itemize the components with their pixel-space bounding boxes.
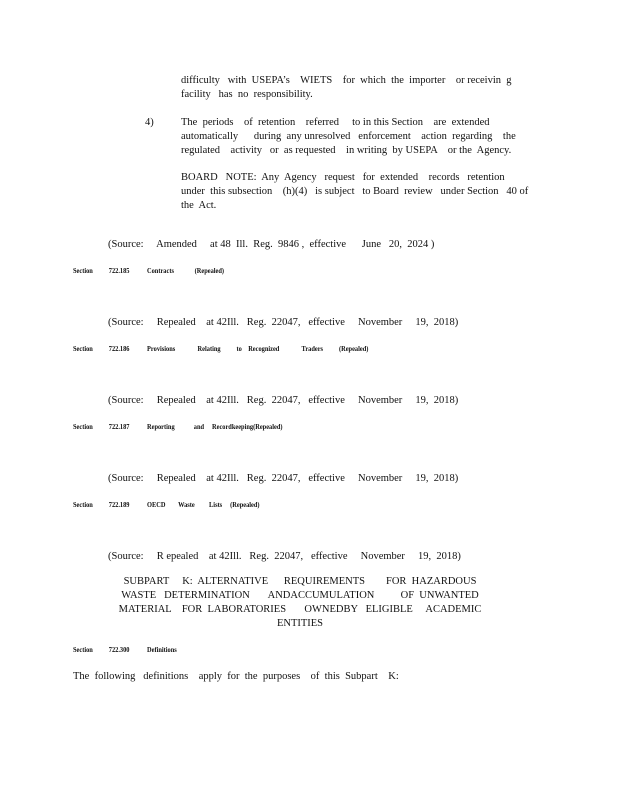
source-note: (Source: Amended at 48 Ill. Reg. 9846 , effective June 20, 2024 ) [108, 239, 435, 250]
text-line: The following definitions apply for the purposes of this Subpart K: [73, 671, 399, 682]
continuation-paragraph [181, 74, 512, 102]
item-4-number: 4) [145, 117, 154, 128]
text-line: automatically during any unresolved enforcement action regarding the [181, 131, 516, 142]
section-heading: Section 722.185 Contracts (Repealed) [73, 266, 225, 275]
item-4-paragraph [181, 116, 516, 158]
source-note: (Source: Repealed at 42Ill. Reg. 22047, effective November 19, 2018) [108, 395, 459, 406]
text-line: regulated activity or as requested in writing by USEPA or the Agency. [181, 145, 512, 156]
source-note: (Source: Repealed at 42Ill. Reg. 22047, effective November 19, 2018) [108, 317, 459, 328]
subpart-line: SUBPART K: ALTERNATIVE REQUIREMENTS FOR HAZARDOUS [123, 576, 477, 587]
section-heading: Section 722.300 Definitions [73, 645, 177, 654]
text-line: facility has no responsibility. [181, 89, 313, 100]
source-note: (Source: Repealed at 42Ill. Reg. 22047, effective November 19, 2018) [108, 473, 459, 484]
text-line: difficulty with USEPA’s WIETS for which the importer or receivin g [181, 75, 512, 86]
item-number [145, 116, 154, 130]
source-note: (Source: R epealed at 42Ill. Reg. 22047, effective November 19, 2018) [108, 551, 461, 562]
subpart-line: MATERIAL FOR LABORATORIES OWNEDBY ELIGIBLE ACADEMIC [118, 604, 482, 615]
text-line: The periods of retention referred to in this Section are extended [181, 117, 490, 128]
definitions-intro [73, 670, 399, 684]
text-line: under this subsection (h)(4) is subject to Board review under Section 40 of [181, 186, 529, 197]
subpart-line: ENTITIES [276, 618, 324, 629]
subpart-heading [90, 575, 510, 631]
section-heading: Section 722.187 Reporting and Recordkeeping(Repealed) [73, 422, 283, 431]
subpart-line: WASTE DETERMINATION ANDACCUMULATION OF UNWANTED [121, 590, 479, 601]
section-heading: Section 722.189 OECD Waste Lists (Repealed) [73, 500, 260, 509]
text-line: the Act. [181, 200, 217, 211]
section-heading: Section 722.186 Provisions Relating to Recognized Traders (Repealed) [73, 344, 369, 353]
text-line: BOARD NOTE: Any Agency request for extended records retention [181, 172, 505, 183]
board-note [181, 171, 528, 213]
